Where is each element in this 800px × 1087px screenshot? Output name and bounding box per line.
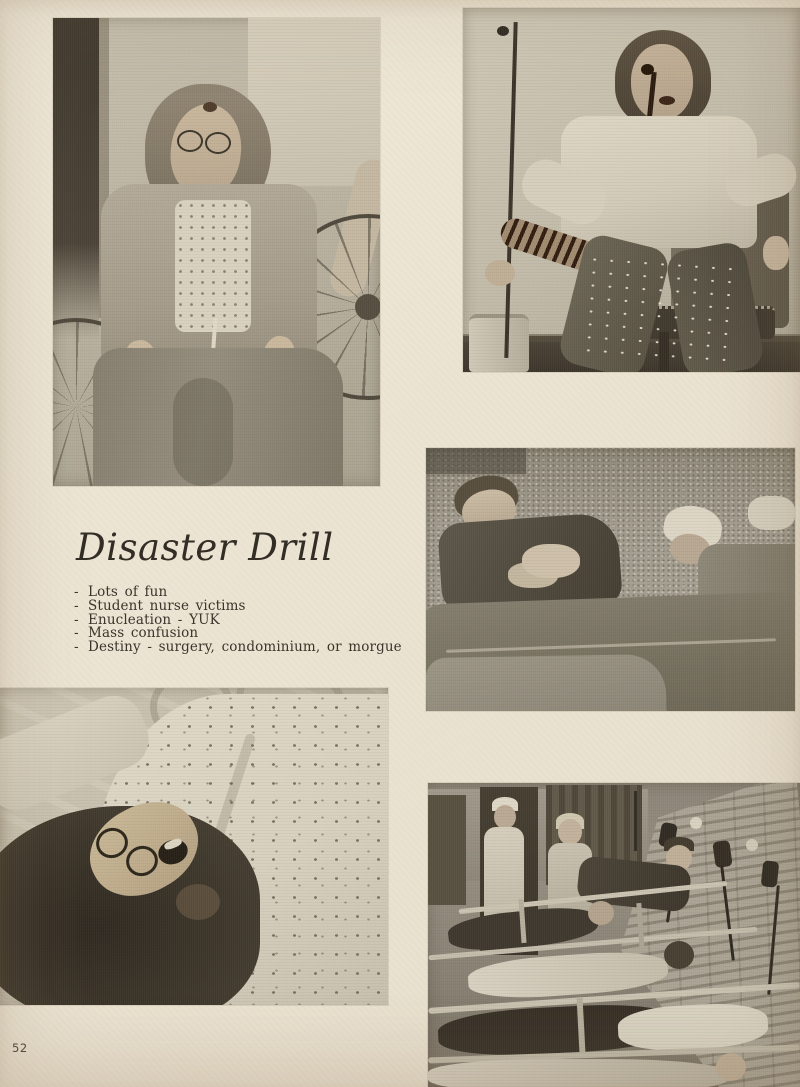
jaw-shadow: [176, 884, 220, 920]
victim-hand: [485, 260, 515, 286]
glasses-lens: [177, 130, 203, 152]
bullet-dash: -: [74, 611, 79, 628]
paint-speckles: [580, 253, 747, 364]
cabinet: [428, 795, 466, 905]
list-item-text: Lots of fun: [88, 584, 168, 600]
list-item-text: Enucleation - YUK: [88, 611, 220, 628]
list-item-text: Destiny - surgery, condominium, or morgue: [88, 639, 402, 656]
bullet-dash: -: [74, 639, 79, 656]
bp-cuff: [712, 840, 732, 868]
wall-gauge: [690, 817, 702, 829]
forehead-wound-makeup: [203, 102, 217, 112]
patient-head: [588, 901, 614, 925]
list-item-text: Mass confusion: [88, 625, 199, 642]
caption-list: [74, 586, 402, 655]
bucket: [469, 314, 529, 372]
patient-on-gurney: [428, 1059, 728, 1087]
jeans-shadow: [173, 378, 233, 486]
iv-pole-knob: [497, 26, 509, 36]
nurse-head: [494, 805, 516, 829]
floral-top: [175, 200, 251, 332]
blanket-fold: [426, 654, 667, 711]
iv-pole: [504, 22, 517, 358]
pillow: [748, 496, 795, 530]
nurse-head: [558, 819, 582, 845]
photo-ward-scene: [428, 783, 800, 1087]
wall-gauge: [746, 839, 758, 851]
folded-hands: [522, 544, 580, 578]
dark-doorway: [53, 18, 99, 340]
list-item-text: Student nurse victims: [88, 597, 246, 614]
victim-mouth: [659, 96, 675, 105]
photo-chair-victim: [463, 8, 800, 372]
victim-hand: [763, 236, 789, 270]
photo-floor-victims: [426, 448, 795, 711]
page-title: Disaster Drill: [76, 526, 334, 569]
patient-head: [664, 941, 694, 969]
list-item: [74, 641, 402, 655]
patient-head: [716, 1053, 746, 1081]
bullet-dash: -: [74, 597, 79, 614]
page-number: 52: [12, 1041, 28, 1055]
glasses-lens: [205, 132, 231, 154]
bullet-dash: -: [74, 625, 79, 642]
photo-wheelchair-victim: [53, 18, 380, 486]
victim-face: [631, 44, 693, 120]
bp-cuff: [761, 860, 780, 888]
shadow-corner: [426, 448, 526, 474]
photo-gown-victim: [0, 688, 388, 1005]
bullet-dash: -: [74, 584, 79, 600]
iv-pole: [634, 791, 637, 851]
